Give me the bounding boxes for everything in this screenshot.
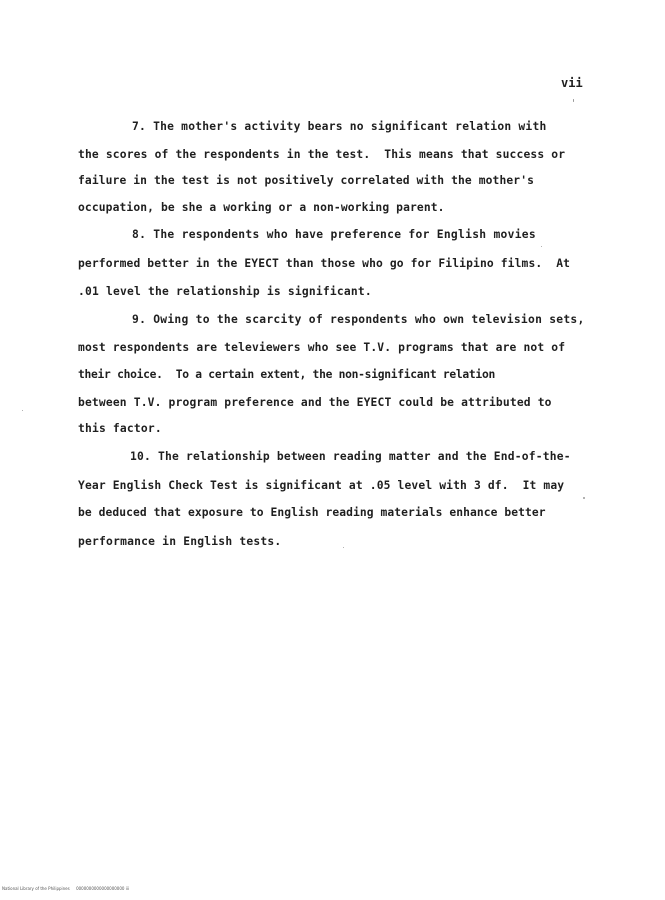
text-line: between T.V. program preference and the EYECT could be attributed to (78, 396, 552, 409)
footer-text: National Library of the Philippines 0000000000000000000 iii (2, 886, 130, 891)
scan-speck (573, 99, 574, 102)
scan-speck (541, 246, 542, 247)
text-line: their choice. To a certain extent, the non-significant relation (78, 368, 495, 381)
text-line: occupation, be she a working or a non-working parent. (78, 201, 445, 214)
text-line: 7. The mother's activity bears no significant relation with (132, 120, 547, 133)
text-line: 9. Owing to the scarcity of respondents who own television sets, (132, 313, 585, 326)
text-line: 8. The respondents who have preference for English movies (132, 228, 536, 241)
text-line: .01 level the relationship is significant. (78, 285, 372, 298)
text-line: this factor. (78, 422, 162, 435)
scan-speck (583, 497, 585, 499)
text-line: most respondents are televiewers who see T.V. programs that are not of (78, 341, 566, 354)
text-line: performed better in the EYECT than those who go for Filipino films. At (78, 257, 571, 270)
scan-speck (343, 547, 344, 548)
page-number: vii (561, 76, 583, 90)
text-line: Year English Check Test is significant at .05 level with 3 df. It may (78, 479, 565, 492)
text-line: be deduced that exposure to English reading materials enhance better (78, 506, 546, 519)
text-line: the scores of the respondents in the test. This means that success or (78, 148, 566, 161)
text-line: 10. The relationship between reading matter and the End-of-the- (130, 450, 571, 463)
text-line: performance in English tests. (78, 535, 282, 548)
text-line: failure in the test is not positively correlated with the mother's (78, 174, 535, 187)
scan-speck (22, 410, 23, 411)
